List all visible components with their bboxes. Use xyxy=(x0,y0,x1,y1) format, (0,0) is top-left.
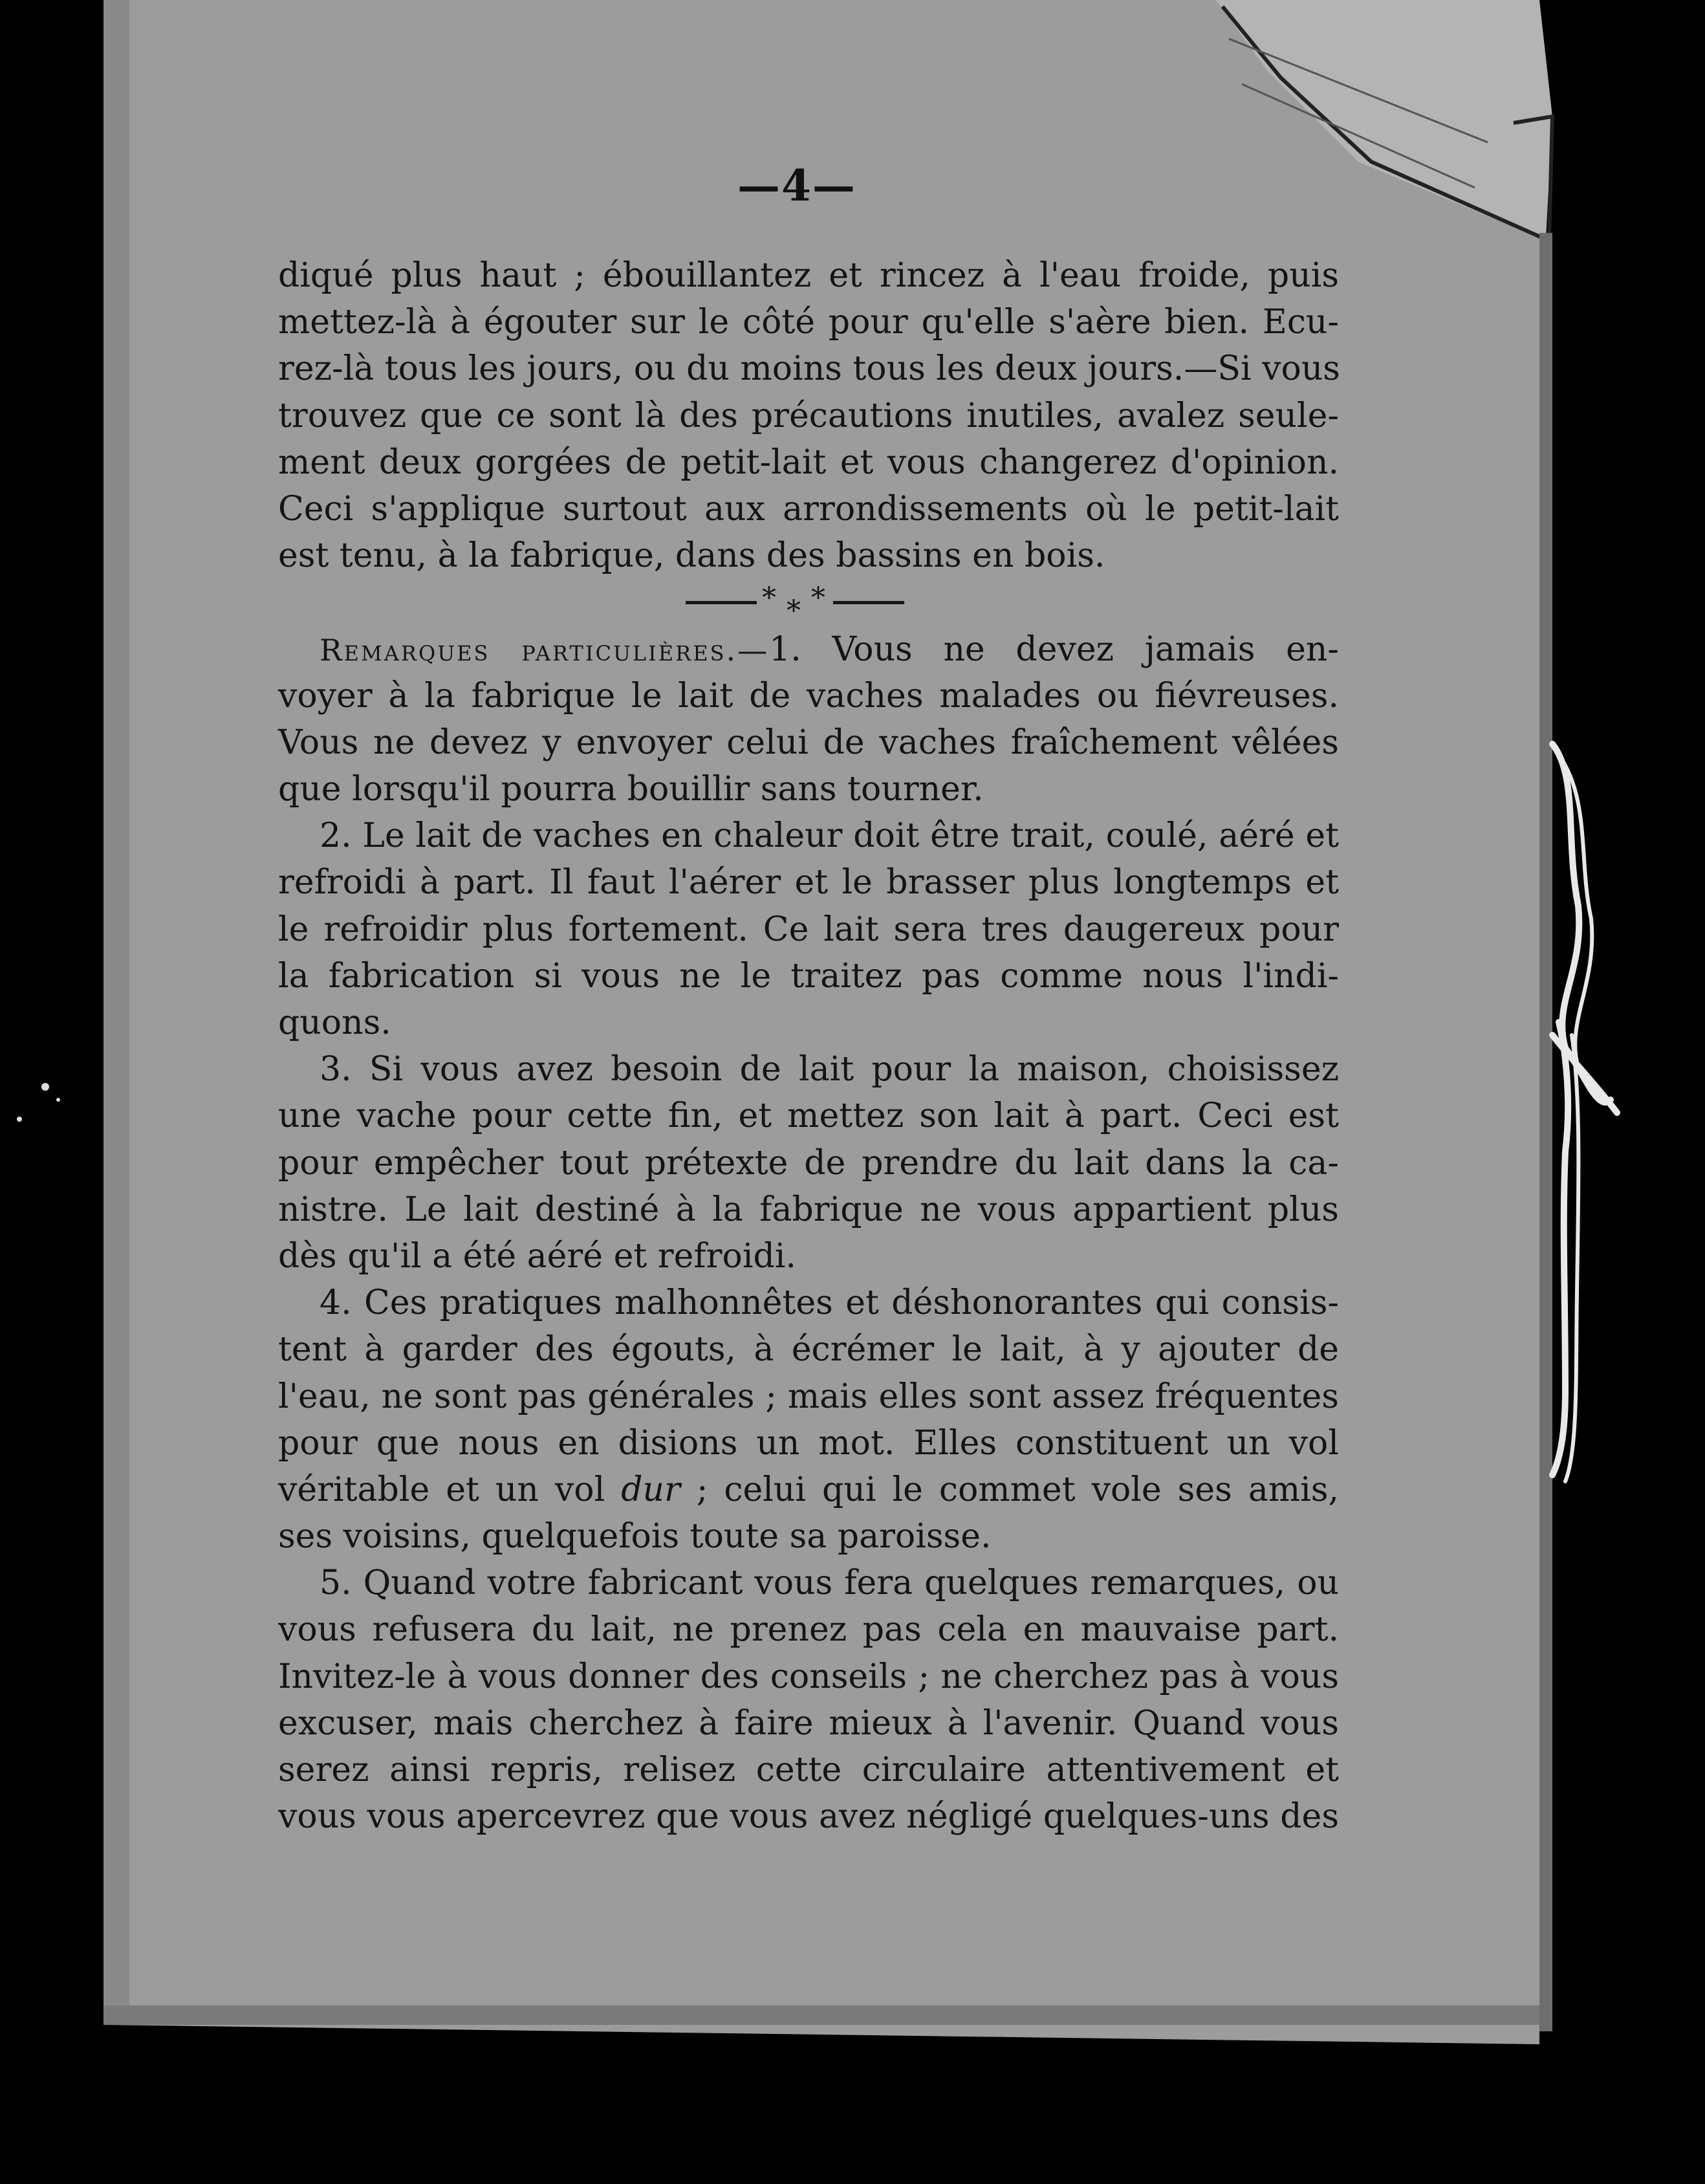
text-line: 5. Quand votre fabricant vous fera quelques remarques, ou xyxy=(320,1564,1339,1603)
text-segment: véritable et un vol xyxy=(278,1470,622,1509)
separator-line-right xyxy=(833,601,904,604)
separator-star: * xyxy=(811,582,825,615)
separator-line-left xyxy=(686,601,757,604)
text-line: pour que nous en disions un mot. Elles constituent un vol xyxy=(278,1423,1339,1463)
text-line: 2. Le lait de vaches en chaleur doit être trait, coulé, aéré et xyxy=(320,816,1339,856)
separator-star: * xyxy=(787,595,801,628)
text-line: la fabrication si vous ne le traitez pas comme nous l'indi- xyxy=(278,956,1339,996)
text-line: vous vous apercevrez que vous avez négligé quelques-uns des xyxy=(278,1797,1339,1837)
italic-word: dur xyxy=(621,1470,680,1509)
text-segment: 1. Vous ne devez jamais en- xyxy=(769,629,1339,669)
text-line: quons. xyxy=(278,1003,391,1042)
text-line: vous refusera du lait, ne prenez pas cela en mauvaise part. xyxy=(278,1610,1339,1650)
text-line: voyer à la fabrique le lait de vaches malades ou fiévreuses. xyxy=(278,676,1339,715)
text-line: Vous ne devez y envoyer celui de vaches fraîchement vêlées xyxy=(278,723,1339,762)
text-line: tent à garder des égouts, à écrémer le lait, à y ajouter de xyxy=(278,1330,1339,1370)
text-line: l'eau, ne sont pas générales ; mais elles sont assez fréquentes xyxy=(278,1377,1339,1416)
text-line: 3. Si vous avez besoin de lait pour la maison, choisissez xyxy=(320,1050,1339,1089)
text-line: le refroidir plus fortement. Ce lait sera tres daugereux pour xyxy=(278,910,1339,949)
text-line: dès qu'il a été aéré et refroidi. xyxy=(278,1236,796,1276)
separator-ornament xyxy=(686,579,906,626)
text-line: mettez-là à égouter sur le côté pour qu'elle s'aère bien. Ecu- xyxy=(278,303,1339,342)
text-line: Invitez-le à vous donner des conseils ; ne cherchez pas à vous xyxy=(278,1657,1339,1696)
text-line: 4. Ces pratiques malhonnêtes et déshonorantes qui consis- xyxy=(320,1283,1339,1323)
text-line: Ceci s'applique surtout aux arrondissements où le petit-lait xyxy=(278,489,1339,529)
text-line: diqué plus haut ; ébouillantez et rincez à l'eau froide, puis xyxy=(278,256,1339,295)
text-body xyxy=(278,252,1339,1840)
page-number: —4— xyxy=(737,160,856,211)
remarques-first-line xyxy=(278,626,1339,673)
separator-row xyxy=(278,579,1339,626)
text-line: pour empêcher tout prétexte de prendre du lait dans la ca- xyxy=(278,1143,1339,1183)
text-line: est tenu, à la fabrique, dans des bassins en bois. xyxy=(278,536,1105,576)
text-line: trouvez que ce sont là des précautions inutiles, avalez seule- xyxy=(278,396,1339,435)
text-line: excuser, mais cherchez à faire mieux à l'avenir. Quand vous xyxy=(278,1703,1339,1743)
text-line-with-italic xyxy=(278,1467,1339,1513)
text-line: que lorsqu'il pourra bouillir sans tourner. xyxy=(278,770,984,809)
text-line: une vache pour cette fin, et mettez son lait à part. Ceci est xyxy=(278,1097,1339,1136)
text-line: rez-là tous les jours, ou du moins tous les deux jours.—Si vous xyxy=(278,349,1340,389)
text-line: serez ainsi repris, relisez cette circulaire attentivement et xyxy=(278,1751,1339,1789)
text-line: ment deux gorgées de petit-lait et vous changerez d'opinion. xyxy=(278,442,1339,482)
text-line: nistre. Le lait destiné à la fabrique ne vous appartient plus xyxy=(278,1190,1339,1229)
text-segment: ; celui qui le commet vole ses amis, xyxy=(680,1470,1339,1509)
text-line: refroidi à part. Il faut l'aérer et le brasser plus longtemps et xyxy=(278,863,1339,902)
text-line: ses voisins, quelquefois toute sa paroisse. xyxy=(278,1517,992,1556)
remarques-heading: Remarques particulières.— xyxy=(320,632,770,668)
separator-star: * xyxy=(762,582,776,615)
